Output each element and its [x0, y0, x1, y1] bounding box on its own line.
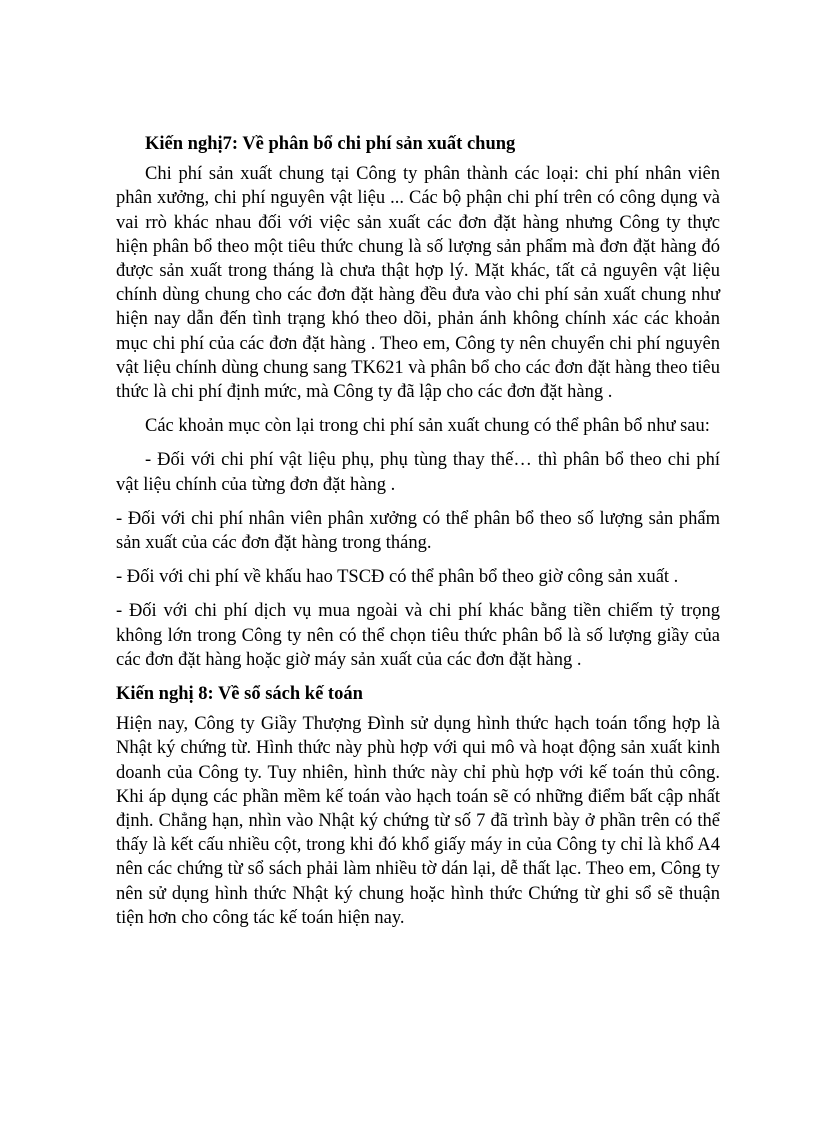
- section-7-bullet-materials: - Đối với chi phí vật liệu phụ, phụ tùng thay thế… thì phân bổ theo chi phí vật liệu chính của từng đơn đặt hàng .: [116, 450, 720, 495]
- section-7-paragraph-overview: Chi phí sản xuất chung tại Công ty phân thành các loại: chi phí nhân viên phân xưởng, chi phí nguyên vật liệu ... Các bộ phận chi phí trên có công dụng và vai rrò khác nhau đối với việc sản xuất các đơn đặt hàng nhưng Công ty thực hiện phân bổ theo một tiêu thức chung là số lượng sản phẩm mà đơn đặt hàng đó được sản xuất trong tháng là chưa thật hợp lý. Mặt khác, tất cả nguyên vật liệu chính dùng chung cho các đơn đặt hàng đều đưa vào chi phí sản xuất chung như hiện nay dẫn đến tình trạng khó theo dõi, phản ánh không chính xác các khoản mục chi phí của các đơn đặt hàng . Theo em, Công ty nên chuyển chi phí nguyên vật liệu chính dùng chung sang TK621 và phân bổ cho các đơn đặt hàng theo tiêu thức là chi phí định mức, mà Công ty đã lập cho các đơn đặt hàng .: [116, 164, 720, 403]
- section-8-heading: Kiến nghị 8: Về sổ sách kế toán: [116, 684, 363, 705]
- section-8-paragraph: Hiện nay, Công ty Giầy Thượng Đình sử dụng hình thức hạch toán tổng hợp là Nhật ký chứng từ. Hình thức này phù hợp với qui mô và hoạt động sản xuất kinh doanh của Công ty. Tuy nhiên, hình thức này chỉ phù hợp với kế toán thủ công. Khi áp dụng các phần mềm kế toán vào hạch toán sẽ có những điểm bất cập nhất định. Chẳng hạn, nhìn vào Nhật ký chứng từ số 7 đã trình bày ở phần trên có thể thấy là kết cấu nhiều cột, trong khi đó khổ giấy máy in của Công ty chỉ là khổ A4 nên các chứng từ sổ sách phải làm nhiều tờ dán lại, dễ thất lạc. Theo em, Công ty nên sử dụng hình thức Nhật ký chung hoặc hình thức Chứng từ ghi sổ sẽ thuận tiện hơn cho công tác kế toán hiện nay.: [116, 714, 720, 928]
- section-7-bullet-depreciation: - Đối với chi phí về khấu hao TSCĐ có thể phân bổ theo giờ công sản xuất .: [116, 567, 679, 588]
- section-7-paragraph-remaining-items: Các khoản mục còn lại trong chi phí sản xuất chung có thể phân bổ như sau:: [145, 416, 710, 437]
- section-7-bullet-workshop-staff: - Đối với chi phí nhân viên phân xưởng có thể phân bổ theo số lượng sản phẩm sản xuất của các đơn đặt hàng trong tháng.: [116, 508, 720, 554]
- document-body: [116, 132, 720, 930]
- section-7-heading: Kiến nghị7: Về phân bổ chi phí sản xuất chung: [145, 134, 516, 154]
- section-7-bullet-outsourced-services: - Đối với chi phí dịch vụ mua ngoài và chi phí khác bằng tiền chiếm tỷ trọng không lớn trong Công ty nên có thể chọn tiêu thức phân bổ là số lượng giầy của các đơn đặt hàng hoặc giờ máy sản xuất của các đơn đặt hàng .: [116, 601, 720, 670]
